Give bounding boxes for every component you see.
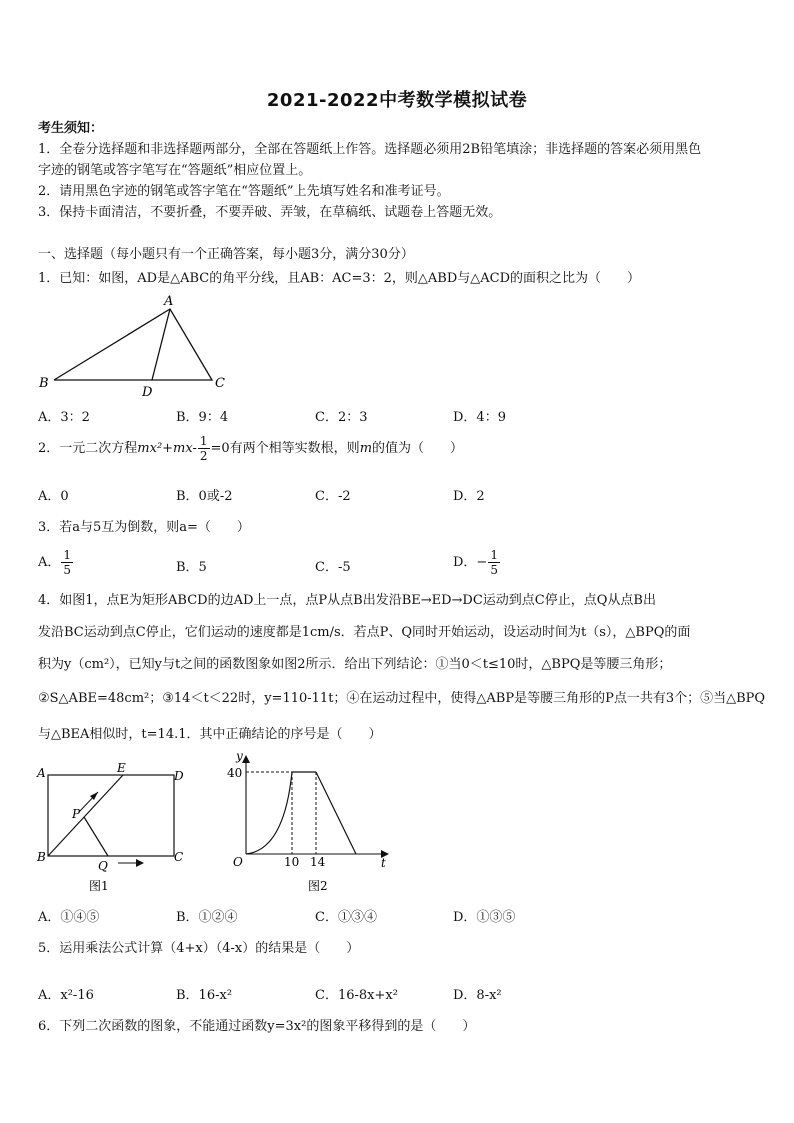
q4-option-c: C．①③④ [315, 910, 377, 925]
q2-suffix: =0有两个相等实数根，则 [210, 441, 360, 456]
q2-option-c: C．-2 [315, 489, 351, 504]
notice-heading: 考生须知： [38, 121, 104, 136]
q6-text: 6．下列二次函数的图象，不能通过函数y=3x²的图象平移得到的是（ ） [38, 1019, 476, 1034]
notice-line-4: 3．保持卡面清洁，不要折叠，不要弄破、弄皱，在草稿纸、试题卷上答题无效。 [38, 205, 502, 220]
q1-option-a: A．3：2 [38, 410, 90, 425]
fig2-caption: 图2 [308, 879, 328, 893]
q1-label-b: B [39, 376, 49, 391]
q1-label-c: C [215, 376, 225, 391]
fig2-label-y: y [236, 750, 243, 763]
q3-option-d [453, 548, 501, 578]
fig1-label-e: E [117, 761, 126, 775]
q4-line-3: 积为y（cm²），已知y与t之间的函数图象如图2所示．给出下列结论：①当0＜t≤10时，△BPQ是等腰三角形； [38, 657, 672, 672]
q1-label-a: A [164, 294, 174, 309]
q2-frac-num: 1 [199, 434, 208, 448]
q3-option-a-label: A． [38, 555, 61, 570]
q2-suffix2: 的值为（ ） [372, 441, 464, 456]
fig1-caption: 图1 [89, 879, 109, 893]
section-heading: 一、选择题（每小题只有一个正确答案，每小题3分，满分30分） [38, 247, 414, 262]
q3-option-a-fraction [61, 548, 73, 577]
q4-option-b: B．①②④ [176, 910, 238, 925]
q5-text: 5．运用乘法公式计算（4+x）（4-x）的结果是（ ） [38, 941, 360, 956]
q3-option-d-fraction [488, 548, 500, 577]
q1-option-c: C．2：3 [315, 410, 368, 425]
q2-option-d: D．2 [453, 489, 485, 504]
q2-equation: mx²+mx- [137, 441, 197, 456]
q3-option-c: C．-5 [315, 560, 351, 575]
fig2-tick-10: 10 [284, 855, 300, 869]
q1-option-d: D．4：9 [453, 410, 506, 425]
notice-line-1: 1．全卷分选择题和非选择题两部分，全部在答题纸上作答。选择题必须用2B铅笔填涂；非选择题的答案必须用黑色 [38, 142, 702, 157]
fig1-label-c: C [174, 850, 184, 864]
q3-option-a [38, 548, 74, 578]
q3-option-a-num: 1 [63, 548, 72, 562]
q3-text: 3．若a与5互为倒数，则a=（ ） [38, 520, 250, 535]
q2-option-b: B．0或-2 [176, 489, 233, 504]
q4-figure-1-rectangle [34, 760, 204, 896]
q5-option-c: C．16-8x+x² [315, 988, 398, 1003]
q5-option-b: B．16-x² [176, 988, 233, 1003]
fig2-label-t: t [381, 856, 386, 870]
q1-option-b: B．9：4 [176, 410, 229, 425]
fig1-label-a: A [37, 766, 46, 780]
q1-text: 1．已知：如图，AD是△ABC的角平分线，且AB：AC=3：2，则△ABD与△ACD的面积之比为（ ） [38, 271, 641, 286]
fig1-label-d: D [174, 769, 184, 783]
q2-m: m [359, 441, 373, 456]
fig1-label-q: Q [98, 859, 108, 873]
q2-text [38, 434, 463, 464]
q2-fraction [198, 434, 210, 463]
q4-option-a: A．①④⑤ [38, 910, 100, 925]
q4-line-5: 与△BEA相似时，t=14.1．其中正确结论的序号是（ ） [38, 727, 382, 742]
q2-prefix: 2．一元二次方程 [38, 441, 138, 456]
page-title: 2021-2022中考数学模拟试卷 [266, 90, 528, 111]
fig1-label-p: P [72, 807, 81, 821]
q5-option-d: D．8-x² [453, 988, 502, 1003]
fig1-label-b: B [37, 850, 46, 864]
fig2-tick-40: 40 [227, 766, 243, 780]
q4-line-2: 发沿BC运动到点C停止，它们运动的速度都是1cm/s．若点P、Q同时开始运动，设运动时间为t（s），△BPQ的面 [38, 625, 691, 640]
fig2-label-o: O [233, 855, 243, 869]
q3-option-d-label: D．− [453, 555, 488, 570]
fig2-tick-14: 14 [310, 855, 326, 869]
q3-option-a-den: 5 [63, 563, 72, 577]
q1-label-d: D [142, 385, 153, 400]
q3-option-b: B．5 [176, 560, 207, 575]
q3-option-d-num: 1 [490, 548, 498, 562]
q2-option-a: A．0 [38, 489, 69, 504]
q5-option-a: A．x²-16 [38, 988, 94, 1003]
q3-option-d-den: 5 [490, 563, 498, 577]
q4-option-d: D．①③⑤ [453, 910, 516, 925]
q4-line-1: 4．如图1，点E为矩形ABCD的边AD上一点，点P从点B出发沿BE→ED→DC运动到点C停止，点Q从点B出 [38, 593, 656, 608]
notice-line-3: 2．请用黑色字迹的钢笔或答字笔在“答题纸”上先填写姓名和准考证号。 [38, 184, 450, 199]
q2-frac-den: 2 [199, 449, 208, 463]
notice-line-2: 字迹的钢笔或答字笔写在“答题纸”相应位置上。 [38, 163, 312, 178]
q4-figure-2-graph [226, 750, 396, 896]
q1-triangle-figure [36, 294, 236, 400]
q4-line-4: ②S△ABE=48cm²；③14＜t＜22时，y=110-11t；④在运动过程中，使得△ABP是等腰三角形的P点一共有3个；⑤当△BPQ [38, 691, 766, 706]
